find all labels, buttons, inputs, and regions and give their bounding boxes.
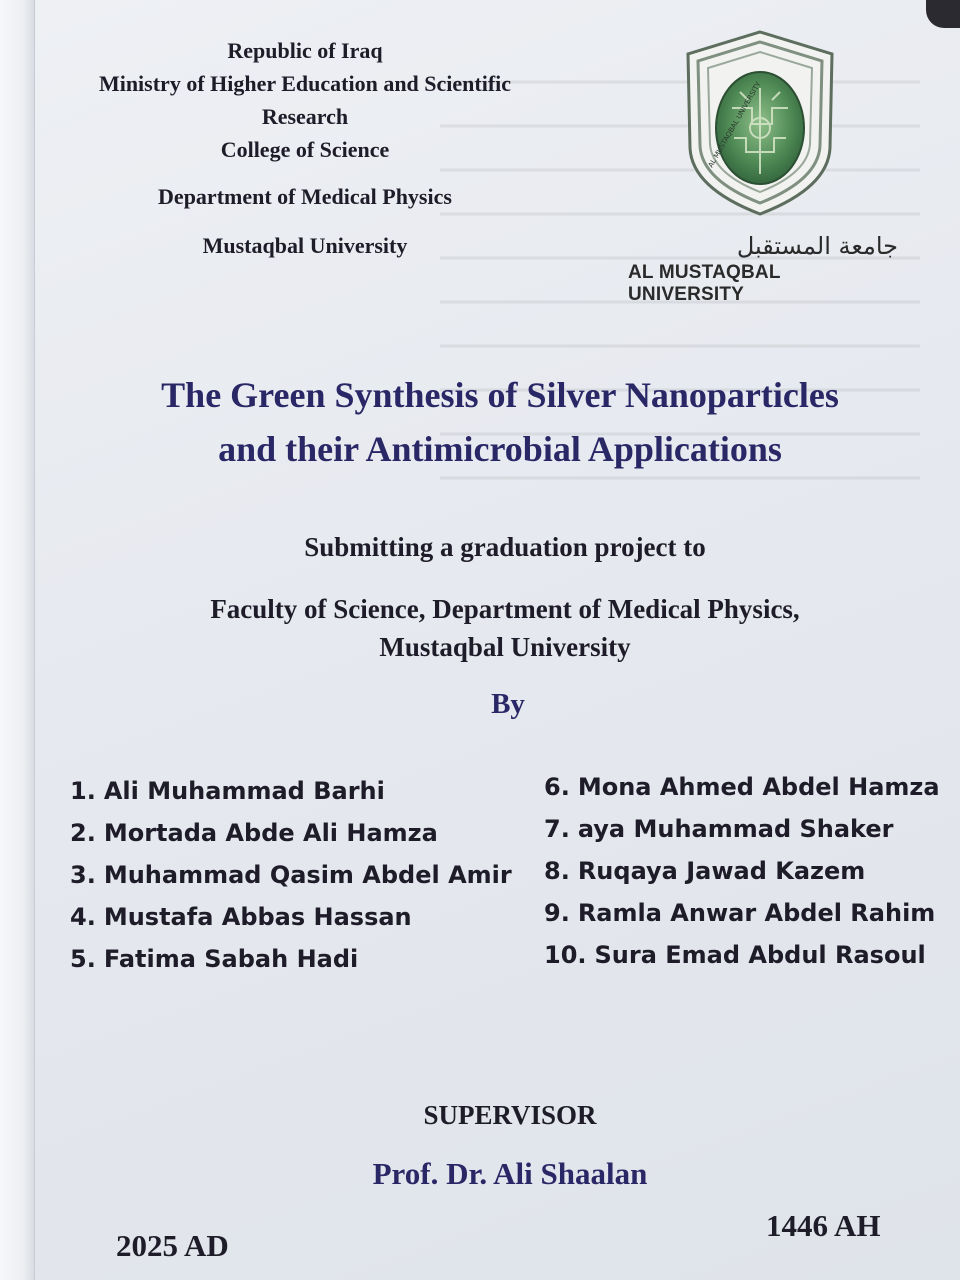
supervisor-label: SUPERVISOR [423,1100,597,1130]
student-item: 7. aya Muhammad Shaker [544,815,894,843]
institution-header [60,34,550,262]
project-title-line-1: The Green Synthesis of Silver Nanoparticles [161,375,839,415]
corner-shadow [926,0,960,28]
year-gregorian: 2025 AD [116,1228,229,1263]
student-item: 2. Mortada Abde Ali Hamza [70,819,438,847]
project-title [100,368,900,476]
student-list-left [70,770,520,980]
university-name-english: AL MUSTAQBAL UNIVERSITY [628,262,781,305]
student-item: 8. Ruqaya Jawad Kazem [544,857,866,885]
university-name-arabic: جامعة المستقبل [736,232,898,260]
student-item: 5. Fatima Sabah Hadi [70,945,359,973]
header-university: Mustaqbal University [202,233,408,258]
by-label: By [491,688,525,720]
al-mustaqbal-university-crest-icon [682,28,838,218]
student-item: 6. Mona Ahmed Abdel Hamza [544,773,940,801]
header-research: Research [261,104,349,129]
student-item: 1. Ali Muhammad Barhi [70,777,385,805]
submission-statement: Submitting a graduation project to [304,532,706,562]
svg-text:AL MUSTAQBAL UNIVERSITY: AL MUSTAQBAL UNIVERSITY [706,80,763,169]
student-item: 4. Mustafa Abbas Hassan [70,903,412,931]
faculty-line-2: Mustaqbal University [379,632,631,662]
header-department: Department of Medical Physics [158,184,452,209]
student-item: 3. Muhammad Qasim Abdel Amir [70,861,512,889]
faculty-statement [80,590,930,666]
student-item: 10. Sura Emad Abdul Rasoul [544,941,926,969]
student-list-right [544,766,944,976]
faculty-line-1: Faculty of Science, Department of Medical Physics, [210,594,800,624]
year-hijri: 1446 AH [766,1208,881,1243]
project-title-line-2: and their Antimicrobial Applications [218,429,782,469]
student-item: 9. Ramla Anwar Abdel Rahim [544,899,936,927]
header-republic: Republic of Iraq [227,38,383,63]
header-ministry: Ministry of Higher Education and Scientific [98,71,512,96]
header-college: College of Science [220,137,390,162]
supervisor-name: Prof. Dr. Ali Shaalan [372,1156,648,1191]
paper-left-edge [0,0,35,1280]
